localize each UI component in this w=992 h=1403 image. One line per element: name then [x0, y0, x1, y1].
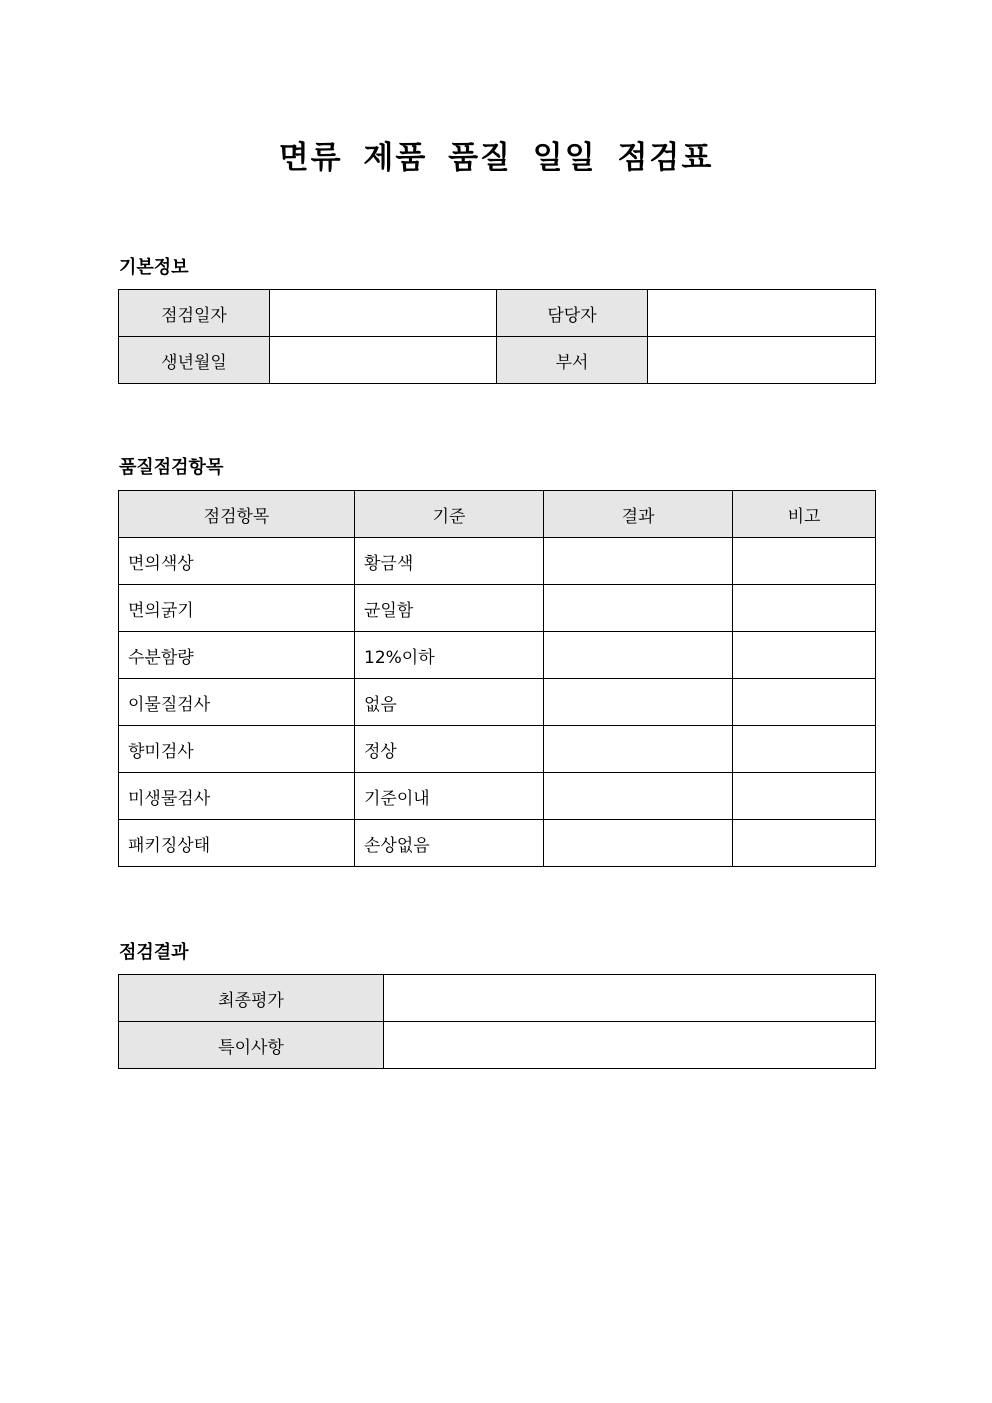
- manager-field[interactable]: [648, 290, 876, 337]
- item-cell: 수분함량: [119, 632, 355, 679]
- item-cell: 패키징상태: [119, 820, 355, 867]
- result-field[interactable]: [544, 632, 733, 679]
- manager-label: 담당자: [497, 290, 648, 337]
- table-row: [119, 290, 876, 337]
- column-header-result: 결과: [544, 491, 733, 538]
- table-header-row: [119, 491, 876, 538]
- result-field[interactable]: [544, 585, 733, 632]
- table-row: [119, 585, 876, 632]
- standard-cell: 없음: [355, 679, 544, 726]
- standard-cell: 기준이내: [355, 773, 544, 820]
- standard-cell: 황금색: [355, 538, 544, 585]
- result-field[interactable]: [544, 679, 733, 726]
- result-field[interactable]: [544, 773, 733, 820]
- note-field[interactable]: [733, 820, 876, 867]
- birth-date-label: 생년월일: [119, 337, 270, 384]
- inspection-date-label: 점검일자: [119, 290, 270, 337]
- item-cell: 이물질검사: [119, 679, 355, 726]
- note-field[interactable]: [733, 679, 876, 726]
- note-field[interactable]: [733, 585, 876, 632]
- item-cell: 향미검사: [119, 726, 355, 773]
- department-field[interactable]: [648, 337, 876, 384]
- page-title: 면류 제품 품질 일일 점검표: [278, 140, 714, 176]
- final-evaluation-field[interactable]: [384, 975, 876, 1022]
- inspection-date-field[interactable]: [270, 290, 497, 337]
- birth-date-field[interactable]: [270, 337, 497, 384]
- remarks-field[interactable]: [384, 1022, 876, 1069]
- table-row: [119, 632, 876, 679]
- standard-cell: 12%이하: [355, 632, 544, 679]
- table-row: [119, 773, 876, 820]
- column-header-standard: 기준: [355, 491, 544, 538]
- inspection-result-table: [118, 974, 876, 1069]
- basic-info-table: [118, 289, 876, 384]
- table-row: [119, 820, 876, 867]
- result-field[interactable]: [544, 726, 733, 773]
- basic-info-heading: 기본정보: [119, 257, 189, 278]
- item-cell: 면의굵기: [119, 585, 355, 632]
- department-label: 부서: [497, 337, 648, 384]
- item-cell: 미생물검사: [119, 773, 355, 820]
- standard-cell: 손상없음: [355, 820, 544, 867]
- note-field[interactable]: [733, 632, 876, 679]
- result-field[interactable]: [544, 538, 733, 585]
- table-row: [119, 726, 876, 773]
- column-header-item: 점검항목: [119, 491, 355, 538]
- item-cell: 면의색상: [119, 538, 355, 585]
- remarks-label: 특이사항: [119, 1022, 384, 1069]
- standard-cell: 균일함: [355, 585, 544, 632]
- note-field[interactable]: [733, 726, 876, 773]
- standard-cell: 정상: [355, 726, 544, 773]
- note-field[interactable]: [733, 773, 876, 820]
- result-field[interactable]: [544, 820, 733, 867]
- final-evaluation-label: 최종평가: [119, 975, 384, 1022]
- table-row: [119, 679, 876, 726]
- table-row: [119, 975, 876, 1022]
- note-field[interactable]: [733, 538, 876, 585]
- table-row: [119, 1022, 876, 1069]
- column-header-note: 비고: [733, 491, 876, 538]
- quality-items-heading: 품질점검항목: [119, 457, 224, 478]
- quality-items-table: [118, 490, 876, 867]
- inspection-result-heading: 점검결과: [119, 942, 189, 963]
- table-row: [119, 337, 876, 384]
- table-row: [119, 538, 876, 585]
